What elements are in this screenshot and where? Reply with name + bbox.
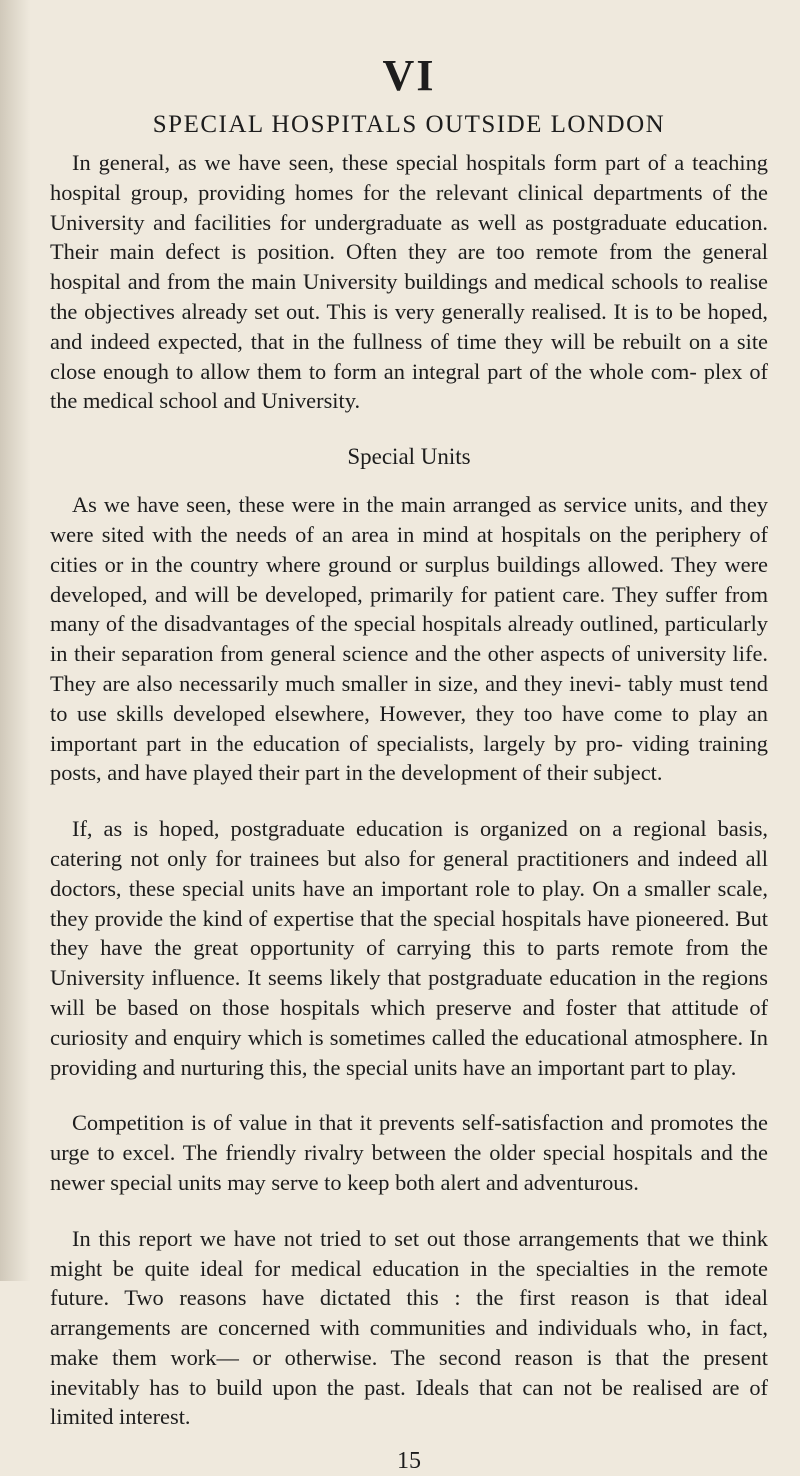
page-edge-shadow [0, 0, 30, 1281]
page-number: 15 [397, 1448, 421, 1475]
paragraph-4: In this report we have not tried to set out those arrangements that we think might be quite ideal for medical education in the specialties in the remote future. Two reasons have dictated this : the first reason is that ideal arrangements are concerned with communities and individuals who, in fact, make them work— or otherwise. The second reason is that the present inevitably has to build upon the past. Ideals that can not be realised are of limited interest. [50, 1225, 768, 1430]
paragraph-2: If, as is hoped, postgraduate education is organized on a regional basis, catering not only for trainees but also for general practitioners and indeed all doctors, these special units have an important role to play. On a smaller scale, they provide the kind of expertise that the special hospitals have pioneered. But they have the great opportunity of carrying this to parts remote from the University influence. It seems likely that postgraduate education in the regions will be based on those hospitals which preserve and foster that attitude of curiosity and enquiry which is sometimes called the educational atmosphere. In providing and nurturing this, the special units have an important part to play. [50, 816, 768, 1080]
document-page [50, 52, 768, 1476]
paragraph-1: As we have seen, these were in the main arranged as service units, and they were sited with the needs of an area in mind at hospitals on the periphery of cities or in the country where ground or surplus buildings allowed. They were developed, and will be developed, primarily for patient care. They suffer from many of the disadvantages of the special hospitals already outlined, particularly in their separation from general science and the other aspects of university life. They are also necessarily much smaller in size, and they inevi- tably must tend to use skills developed elsewhere, However, they too have come to play an important part in the education of specialists, largely by pro- viding training posts, and have played their part in the development of their subject. [50, 492, 768, 786]
section-heading: Special Units [347, 444, 471, 470]
paragraph-intro: In general, as we have seen, these special hospitals form part of a teaching hospital group, providing homes for the relevant clinical departments of the University and facilities for undergraduate as well as postgraduate education. Their main defect is position. Often they are too remote from the general hospital and from the main University buildings and medical schools to realise the objectives already set out. This is very generally realised. It is to be hoped, and indeed expected, that in the fullness of time they will be rebuilt on a site close enough to allow them to form an integral part of the whole com- plex of the medical school and University. [50, 150, 768, 414]
page-title: SPECIAL HOSPITALS OUTSIDE LONDON [152, 111, 666, 138]
chapter-number: VI [382, 51, 436, 100]
paragraph-3: Competition is of value in that it prevents self-satisfaction and promotes the urge to excel. The friendly rivalry between the older special hospitals and the newer special units may serve to keep both alert and adventurous. [50, 1110, 768, 1195]
